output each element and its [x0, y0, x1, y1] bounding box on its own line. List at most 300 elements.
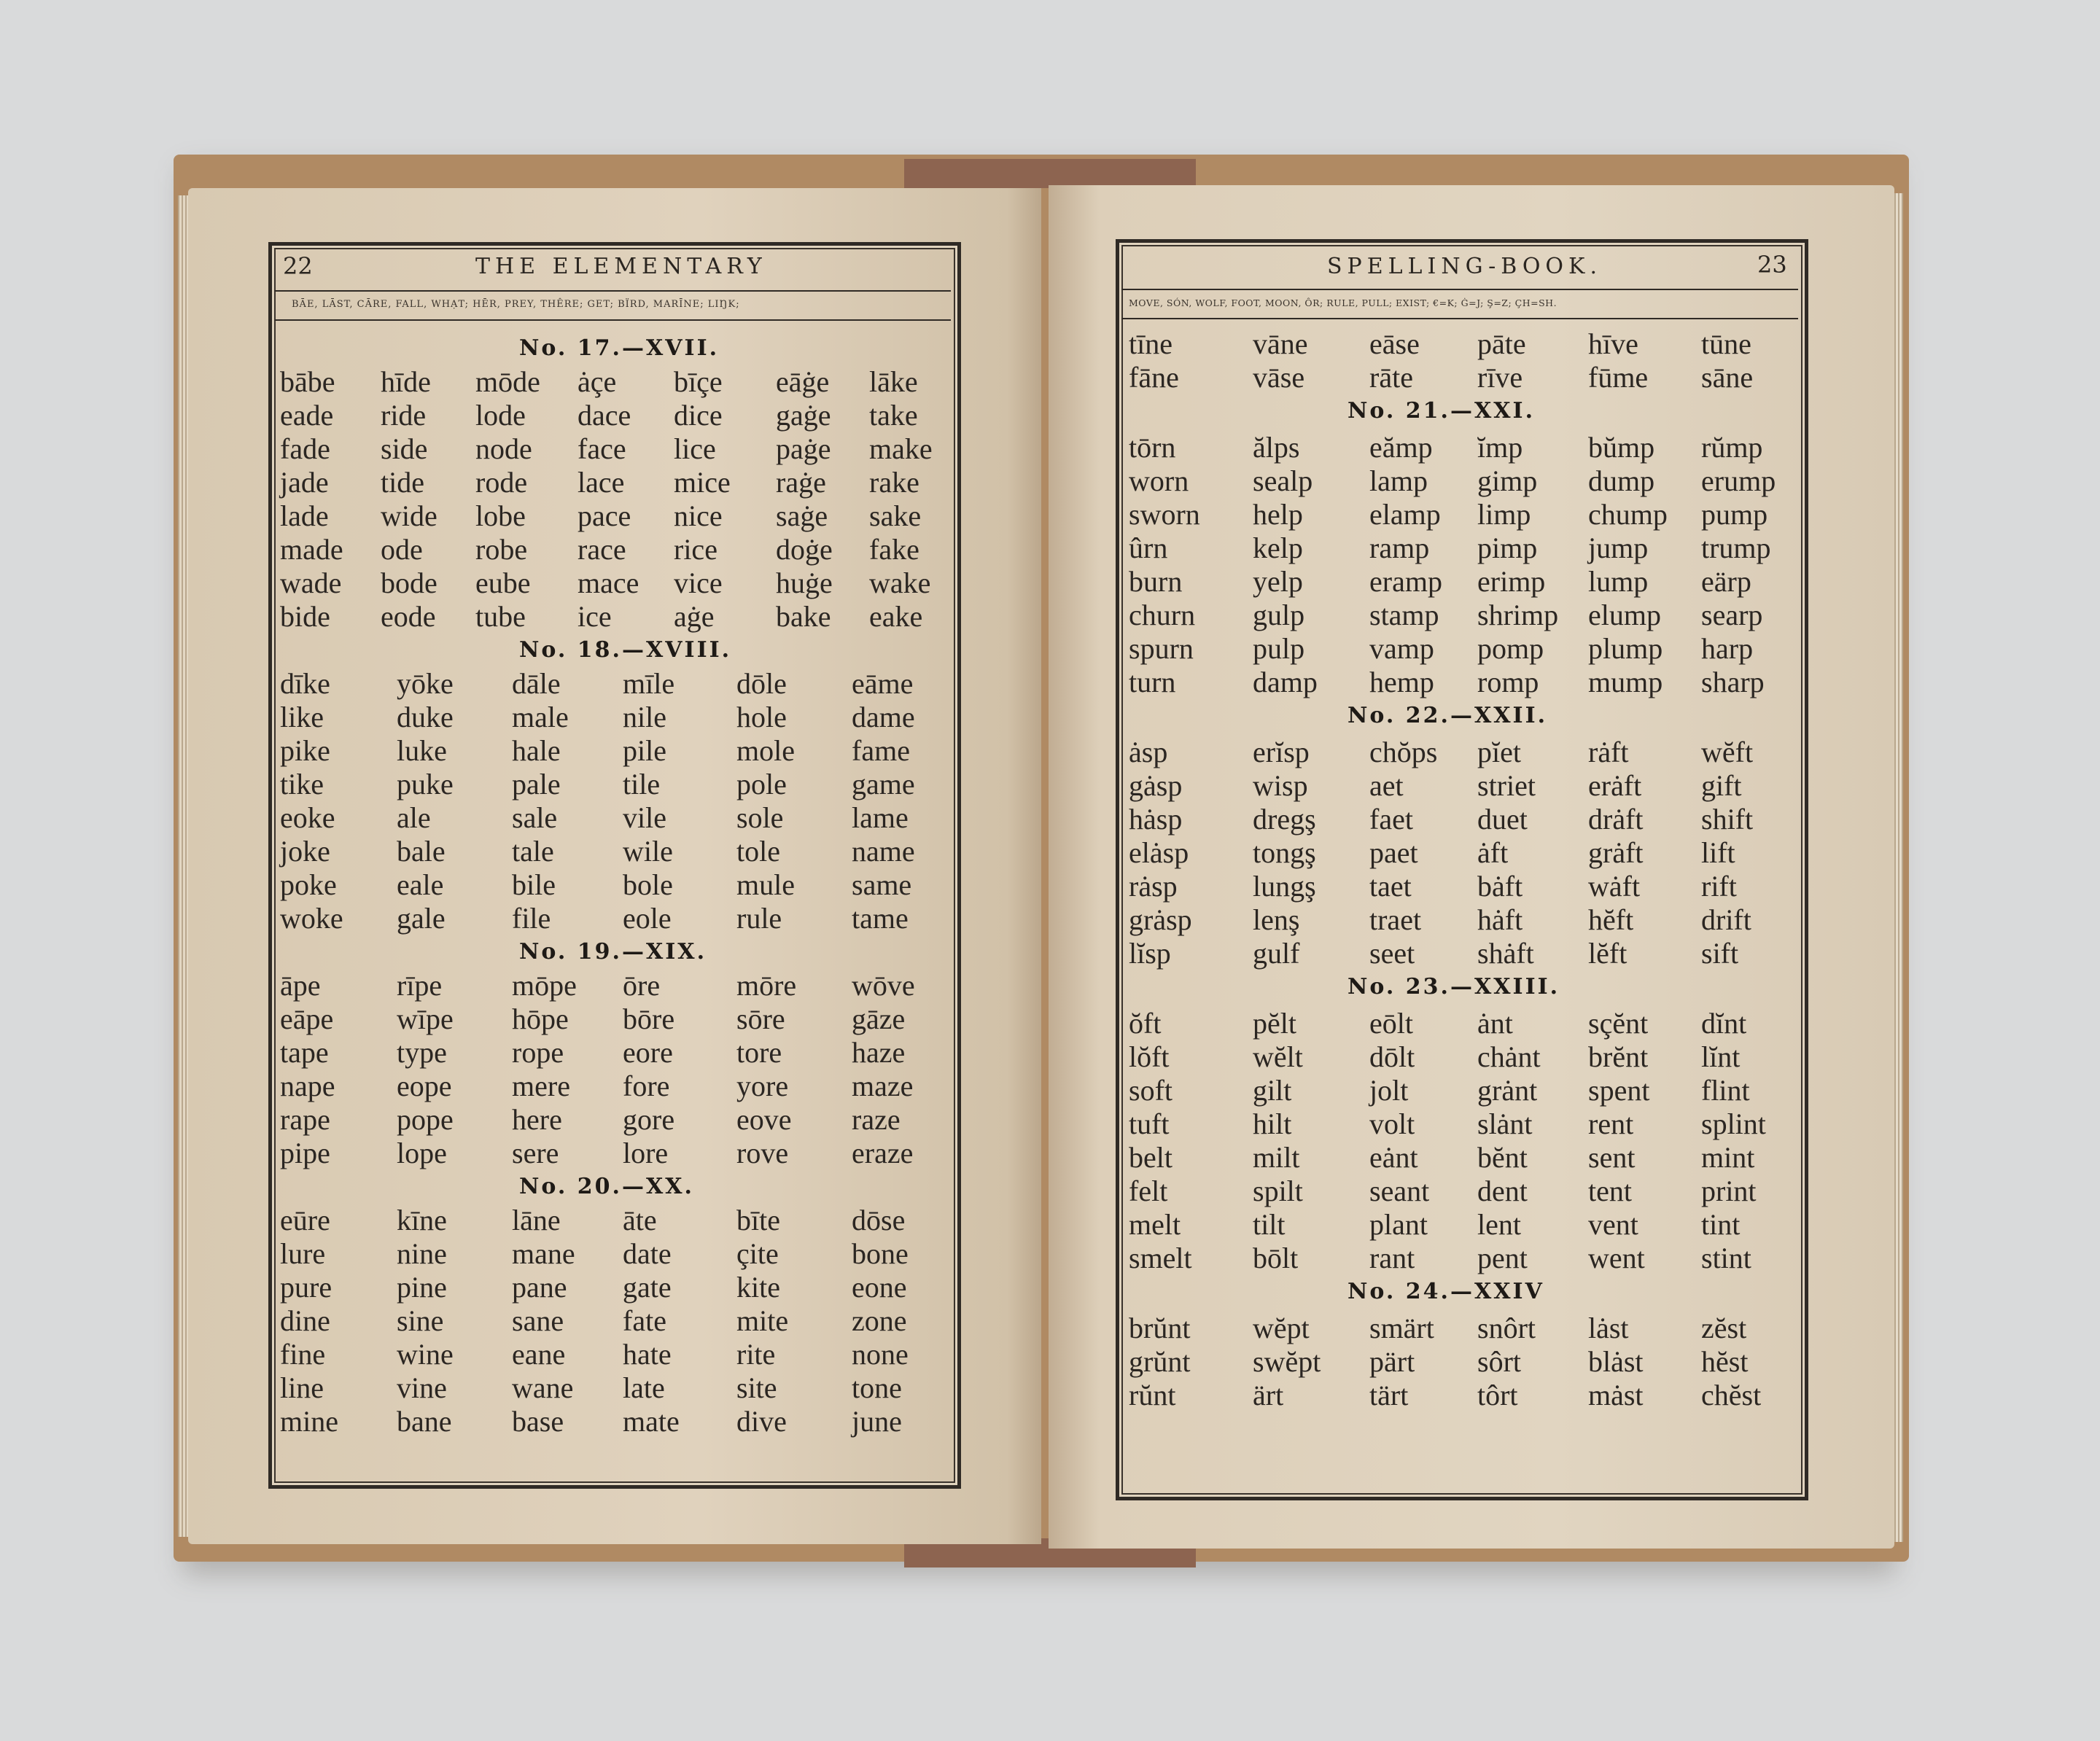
spelling-word: mane [512, 1237, 575, 1270]
spelling-word: milt [1253, 1141, 1300, 1174]
spelling-word: yore [736, 1070, 789, 1102]
spelling-word: smärt [1369, 1312, 1434, 1344]
spelling-word: sere [512, 1137, 559, 1169]
spelling-word: lade [280, 499, 329, 532]
spelling-word: rite [736, 1338, 776, 1371]
spelling-word: romp [1477, 666, 1539, 698]
spelling-word: brŭnt [1129, 1312, 1191, 1344]
spelling-word: bĕnt [1477, 1141, 1528, 1174]
spelling-word: wile [623, 835, 673, 868]
spelling-word: wōve [852, 969, 915, 1002]
spelling-word: here [512, 1103, 562, 1136]
spelling-word: elȧsp [1129, 836, 1189, 869]
spelling-word: wĕpt [1253, 1312, 1310, 1344]
spelling-word: pole [736, 768, 787, 801]
spelling-word: tike [280, 768, 324, 801]
spelling-word: grȧsp [1129, 903, 1192, 936]
spelling-word: huġe [776, 566, 833, 599]
spelling-word: spilt [1253, 1175, 1303, 1207]
spelling-word: faet [1369, 803, 1413, 836]
spelling-word: tongş [1253, 836, 1316, 869]
spelling-word: vile [623, 801, 666, 834]
spelling-word: zĕst [1701, 1312, 1747, 1344]
spelling-word: damp [1253, 666, 1318, 698]
spelling-word: ûrn [1129, 531, 1168, 564]
spelling-word: dent [1477, 1175, 1528, 1207]
spelling-word: drift [1701, 903, 1751, 936]
spelling-word: snôrt [1477, 1312, 1536, 1344]
spelling-word: hilt [1253, 1107, 1292, 1140]
spelling-word: dĭnt [1701, 1007, 1747, 1040]
spelling-word: line [280, 1371, 324, 1404]
spelling-word: lenş [1253, 903, 1300, 936]
spelling-word: sake [869, 499, 922, 532]
spelling-word: lift [1701, 836, 1735, 869]
spelling-word: puke [397, 768, 454, 801]
spelling-word: churn [1129, 599, 1196, 631]
spelling-word: eode [381, 600, 436, 633]
right-key-rule [1121, 318, 1798, 319]
spelling-word: take [869, 399, 918, 432]
spelling-word: sōre [736, 1002, 785, 1035]
right-header-rule [1121, 289, 1798, 290]
spelling-word: seant [1369, 1175, 1430, 1207]
spelling-word: bane [397, 1405, 452, 1438]
spelling-word: dōse [852, 1204, 906, 1236]
spelling-word: pärt [1369, 1345, 1415, 1378]
left-pronunciation-key: BĀE, LĀST, CĀRE, FALL, WHẠT; HĒR, PREY, THÊRE; GET; BÏRD, MARĪNE; LIŊK; [292, 299, 740, 310]
spelling-word: bode [381, 566, 438, 599]
spelling-word: tide [381, 466, 424, 499]
spelling-word: mint [1701, 1141, 1755, 1174]
right-running-head: SPELLING-BOOK. [1327, 254, 1602, 279]
spelling-word: sharp [1701, 666, 1765, 698]
spelling-word: pĭet [1477, 736, 1521, 768]
spelling-word: ōre [623, 969, 661, 1002]
spelling-word: erump [1701, 464, 1776, 497]
spelling-word: vāse [1253, 361, 1305, 394]
spelling-word: game [852, 768, 915, 801]
spelling-word: erĭsp [1253, 736, 1310, 768]
spelling-word: dōlt [1369, 1040, 1415, 1073]
spelling-word: tole [736, 835, 780, 868]
spelling-word: eube [475, 566, 531, 599]
spelling-word: spent [1588, 1074, 1650, 1107]
spelling-word: poke [280, 868, 337, 901]
spelling-word: bide [280, 600, 330, 633]
spelling-word: swĕpt [1253, 1345, 1321, 1378]
section-title: No. 22.—XXII. [1348, 703, 1548, 728]
spelling-word: lore [623, 1137, 669, 1169]
spelling-word: luke [397, 734, 447, 767]
spelling-word: pāte [1477, 327, 1526, 360]
spelling-word: made [280, 533, 343, 566]
spelling-word: sworn [1129, 498, 1200, 531]
spelling-word: yelp [1253, 565, 1303, 598]
spelling-word: trump [1701, 531, 1771, 564]
spelling-word: date [623, 1237, 672, 1270]
spelling-word: fake [869, 533, 919, 566]
spelling-word: type [397, 1036, 447, 1069]
spelling-word: tape [280, 1036, 329, 1069]
spelling-word: rode [475, 466, 528, 499]
spelling-word: bale [397, 835, 446, 868]
spelling-word: rāte [1369, 361, 1413, 394]
spelling-word: mump [1588, 666, 1663, 698]
spelling-word: ode [381, 533, 423, 566]
spelling-word: pent [1477, 1242, 1528, 1274]
spelling-word: bake [776, 600, 831, 633]
spelling-word: fāne [1129, 361, 1179, 394]
spelling-word: bole [623, 868, 673, 901]
spelling-word: rope [512, 1036, 564, 1069]
spelling-word: aet [1369, 769, 1404, 802]
spelling-word: rake [869, 466, 919, 499]
spelling-word: dump [1588, 464, 1655, 497]
spelling-word: wide [381, 499, 438, 532]
spelling-word: mīle [623, 667, 675, 700]
spelling-word: lungş [1253, 870, 1316, 903]
spelling-word: kelp [1253, 531, 1303, 564]
spelling-word: fore [623, 1070, 670, 1102]
spelling-word: vine [397, 1371, 447, 1404]
spelling-word: smelt [1129, 1242, 1192, 1274]
spelling-word: rȧsp [1129, 870, 1178, 903]
spelling-word: chump [1588, 498, 1668, 531]
spelling-word: dive [736, 1405, 787, 1438]
spelling-word: gore [623, 1103, 675, 1136]
spelling-word: fade [280, 432, 330, 465]
spelling-word: shift [1701, 803, 1754, 836]
spelling-word: hōpe [512, 1002, 569, 1035]
spelling-word: pike [280, 734, 330, 767]
spelling-word: gulp [1253, 599, 1305, 631]
spelling-word: bŭmp [1588, 431, 1655, 464]
spelling-word: pine [397, 1271, 447, 1304]
spelling-word: doġe [776, 533, 833, 566]
spelling-word: striet [1477, 769, 1536, 802]
spelling-word: dice [674, 399, 723, 432]
spelling-word: like [280, 701, 324, 733]
spelling-word: sçĕnt [1588, 1007, 1649, 1040]
spelling-word: ŏft [1129, 1007, 1162, 1040]
spelling-word: wane [512, 1371, 574, 1404]
spelling-word: eraze [852, 1137, 914, 1169]
spelling-word: lump [1588, 565, 1649, 598]
spelling-word: eade [280, 399, 334, 432]
spelling-word: hemp [1369, 666, 1434, 698]
spelling-word: dōle [736, 667, 787, 700]
section-title: No. 23.—XXIII. [1348, 974, 1560, 1000]
left-page-number: 22 [283, 252, 313, 280]
spelling-word: searp [1701, 599, 1763, 631]
spelling-word: pimp [1477, 531, 1538, 564]
spelling-word: hȧsp [1129, 803, 1183, 836]
spelling-word: vamp [1369, 632, 1434, 665]
spelling-word: eope [397, 1070, 452, 1102]
spelling-word: rīve [1477, 361, 1523, 394]
spelling-word: lure [280, 1237, 326, 1270]
spelling-word: hīde [381, 365, 431, 398]
spelling-word: eōlt [1369, 1007, 1413, 1040]
spelling-word: bōlt [1253, 1242, 1299, 1274]
spelling-word: tile [623, 768, 661, 801]
spelling-word: wade [280, 566, 342, 599]
spelling-word: hate [623, 1338, 672, 1371]
spelling-word: lame [852, 801, 909, 834]
spelling-word: ale [397, 801, 431, 834]
spelling-word: mate [623, 1405, 680, 1438]
spelling-word: race [578, 533, 626, 566]
spelling-word: pipe [280, 1137, 330, 1169]
spelling-word: rice [674, 533, 718, 566]
spelling-word: elump [1588, 599, 1661, 631]
spelling-word: vent [1588, 1208, 1638, 1241]
spelling-word: āte [623, 1204, 657, 1236]
spelling-word: hīve [1588, 327, 1638, 360]
section-title: No. 21.—XXI. [1348, 398, 1536, 424]
spelling-word: worn [1129, 464, 1189, 497]
spelling-word: site [736, 1371, 777, 1404]
spelling-word: side [381, 432, 428, 465]
spelling-word: rīpe [397, 969, 443, 1002]
spelling-word: tärt [1369, 1379, 1409, 1411]
spelling-word: duet [1477, 803, 1528, 836]
spelling-word: tīne [1129, 327, 1172, 360]
spelling-word: mine [280, 1405, 338, 1438]
spelling-word: eāpe [280, 1002, 334, 1035]
spelling-word: āpe [280, 969, 321, 1002]
spelling-word: nile [623, 701, 666, 733]
spelling-word: melt [1129, 1208, 1181, 1241]
spelling-word: jade [280, 466, 329, 499]
spelling-word: lamp [1369, 464, 1428, 497]
spelling-word: eūre [280, 1204, 330, 1236]
spelling-word: bile [512, 868, 556, 901]
spelling-word: rift [1701, 870, 1737, 903]
spelling-word: tame [852, 902, 909, 935]
spelling-word: pope [397, 1103, 454, 1136]
spelling-word: dace [578, 399, 631, 432]
spelling-word: wĕft [1701, 736, 1754, 768]
spelling-word: grȧft [1588, 836, 1644, 869]
spelling-word: went [1588, 1242, 1645, 1274]
spelling-word: splint [1701, 1107, 1766, 1140]
spelling-word: slȧnt [1477, 1107, 1533, 1140]
spelling-word: dine [280, 1304, 330, 1337]
spelling-word: seet [1369, 937, 1415, 970]
spelling-word: joke [280, 835, 330, 868]
spelling-word: pĕlt [1253, 1007, 1296, 1040]
spelling-word: wake [869, 566, 931, 599]
spelling-word: raze [852, 1103, 901, 1136]
spelling-word: jolt [1369, 1074, 1409, 1107]
spelling-word: robe [475, 533, 528, 566]
section-title: No. 17.—XVII. [519, 335, 720, 361]
spelling-word: wȧft [1588, 870, 1641, 903]
spelling-word: tale [512, 835, 554, 868]
spine-cloth-top [904, 159, 1196, 188]
spelling-word: rȧft [1588, 736, 1629, 768]
spelling-word: face [578, 432, 626, 465]
spelling-word: gȧsp [1129, 769, 1183, 802]
spelling-word: eămp [1369, 431, 1433, 464]
spelling-word: make [869, 432, 933, 465]
spelling-word: bȧft [1477, 870, 1523, 903]
spelling-word: gulf [1253, 937, 1300, 970]
spelling-word: node [475, 432, 532, 465]
spelling-word: drȧft [1588, 803, 1644, 836]
spelling-word: file [512, 902, 551, 935]
spelling-word: eane [512, 1338, 566, 1371]
spelling-word: kite [736, 1271, 780, 1304]
spelling-word: ramp [1369, 531, 1430, 564]
spelling-word: traet [1369, 903, 1422, 936]
spelling-word: sole [736, 801, 784, 834]
spelling-word: lode [475, 399, 526, 432]
section-title: No. 24.—XXIV [1348, 1279, 1544, 1304]
spelling-word: gate [623, 1271, 672, 1304]
spelling-word: plant [1369, 1208, 1428, 1241]
spelling-word: vice [674, 566, 723, 599]
spelling-word: mȧst [1588, 1379, 1644, 1411]
spelling-word: mace [578, 566, 639, 599]
spelling-word: mule [736, 868, 795, 901]
spelling-word: ȧçe [578, 365, 617, 398]
spelling-word: sane [512, 1304, 564, 1337]
spelling-word: rule [736, 902, 782, 935]
spelling-word: aġe [674, 600, 715, 633]
spelling-word: plump [1588, 632, 1663, 665]
spelling-word: fine [280, 1338, 326, 1371]
spelling-word: lent [1477, 1208, 1521, 1241]
spelling-word: pace [578, 499, 631, 532]
spelling-word: dregş [1253, 803, 1316, 836]
spelling-word: volt [1369, 1107, 1415, 1140]
spelling-word: hĕft [1588, 903, 1634, 936]
left-key-rule [274, 319, 951, 321]
spelling-word: pane [512, 1271, 567, 1304]
spelling-word: erȧft [1588, 769, 1642, 802]
section-title: No. 18.—XVIII. [519, 637, 732, 663]
right-pronunciation-key: MOVE, SÓN, WOLF, FOOT, MOON, ÔR; RULE, PULL; EXIST; €=K; Ġ=J; Ş=Z; ÇH=SH. [1129, 297, 1558, 308]
spelling-word: mere [512, 1070, 570, 1102]
spelling-word: elamp [1369, 498, 1441, 531]
spelling-word: eone [852, 1271, 907, 1304]
spelling-word: harp [1701, 632, 1754, 665]
spelling-word: sôrt [1477, 1345, 1521, 1378]
spelling-word: dame [852, 701, 915, 733]
spelling-word: tone [852, 1371, 902, 1404]
spelling-word: bōre [623, 1002, 675, 1035]
spelling-word: tint [1701, 1208, 1741, 1241]
right-page-number: 23 [1757, 251, 1787, 279]
spelling-word: pulp [1253, 632, 1305, 665]
spelling-word: rant [1369, 1242, 1415, 1274]
spelling-word: print [1701, 1175, 1757, 1207]
spelling-word: raġe [776, 466, 826, 499]
spelling-word: gale [397, 902, 446, 935]
spelling-word: stint [1701, 1242, 1751, 1274]
spelling-word: name [852, 835, 915, 868]
spelling-word: nape [280, 1070, 335, 1102]
spelling-word: same [852, 868, 912, 901]
spelling-word: shrimp [1477, 599, 1559, 631]
spelling-word: bābe [280, 365, 335, 398]
spelling-word: chȧnt [1477, 1040, 1541, 1073]
spelling-word: hĕst [1701, 1345, 1749, 1378]
spelling-word: duke [397, 701, 454, 733]
spelling-word: dāle [512, 667, 561, 700]
spelling-word: zone [852, 1304, 907, 1337]
spelling-word: burn [1129, 565, 1183, 598]
spelling-word: bīte [736, 1204, 780, 1236]
left-running-head: THE ELEMENTARY [475, 254, 767, 279]
spelling-word: blȧst [1588, 1345, 1644, 1378]
spelling-word: bone [852, 1237, 909, 1270]
spelling-word: eoke [280, 801, 335, 834]
section-title: No. 19.—XIX. [519, 939, 707, 965]
spelling-word: ȧsp [1129, 736, 1168, 768]
spelling-word: jump [1588, 531, 1649, 564]
spelling-word: nice [674, 499, 723, 532]
spelling-word: eramp [1369, 565, 1442, 598]
spelling-word: çite [736, 1237, 779, 1270]
spelling-word: none [852, 1338, 909, 1371]
spelling-word: chĕst [1701, 1379, 1762, 1411]
spelling-word: rove [736, 1137, 789, 1169]
spelling-word: gilt [1253, 1074, 1292, 1107]
spelling-word: lāne [512, 1204, 561, 1236]
spelling-word: sealp [1253, 464, 1313, 497]
spelling-word: hale [512, 734, 561, 767]
spelling-word: mite [736, 1304, 789, 1337]
spelling-word: ride [381, 399, 427, 432]
spelling-word: fame [852, 734, 910, 767]
spelling-word: eake [869, 600, 923, 633]
left-header-rule [274, 290, 951, 292]
spelling-word: mice [674, 466, 731, 499]
spelling-word: turn [1129, 666, 1176, 698]
spelling-word: sift [1701, 937, 1739, 970]
spelling-word: yōke [397, 667, 454, 700]
spelling-word: dīke [280, 667, 330, 700]
spelling-word: wĕlt [1253, 1040, 1303, 1073]
spelling-word: male [512, 701, 569, 733]
spelling-word: ärt [1253, 1379, 1284, 1411]
spelling-word: mōre [736, 969, 797, 1002]
spelling-word: eove [736, 1103, 792, 1136]
spelling-word: lāke [869, 365, 918, 398]
spelling-word: rent [1588, 1107, 1634, 1140]
spelling-word: flint [1701, 1074, 1750, 1107]
spelling-word: pure [280, 1271, 332, 1304]
spelling-word: paet [1369, 836, 1418, 869]
spelling-word: sent [1588, 1141, 1636, 1174]
spelling-word: base [512, 1405, 564, 1438]
spelling-word: paġe [776, 432, 831, 465]
spelling-word: limp [1477, 498, 1531, 531]
spelling-word: woke [280, 902, 343, 935]
spelling-word: lĭnt [1701, 1040, 1741, 1073]
spelling-word: sine [397, 1304, 444, 1337]
spelling-word: tôrt [1477, 1379, 1518, 1411]
spelling-word: taet [1369, 870, 1412, 903]
spelling-word: nine [397, 1237, 447, 1270]
spelling-word: grȧnt [1477, 1074, 1538, 1107]
spelling-word: pile [623, 734, 666, 767]
spelling-word: lŏft [1129, 1040, 1170, 1073]
